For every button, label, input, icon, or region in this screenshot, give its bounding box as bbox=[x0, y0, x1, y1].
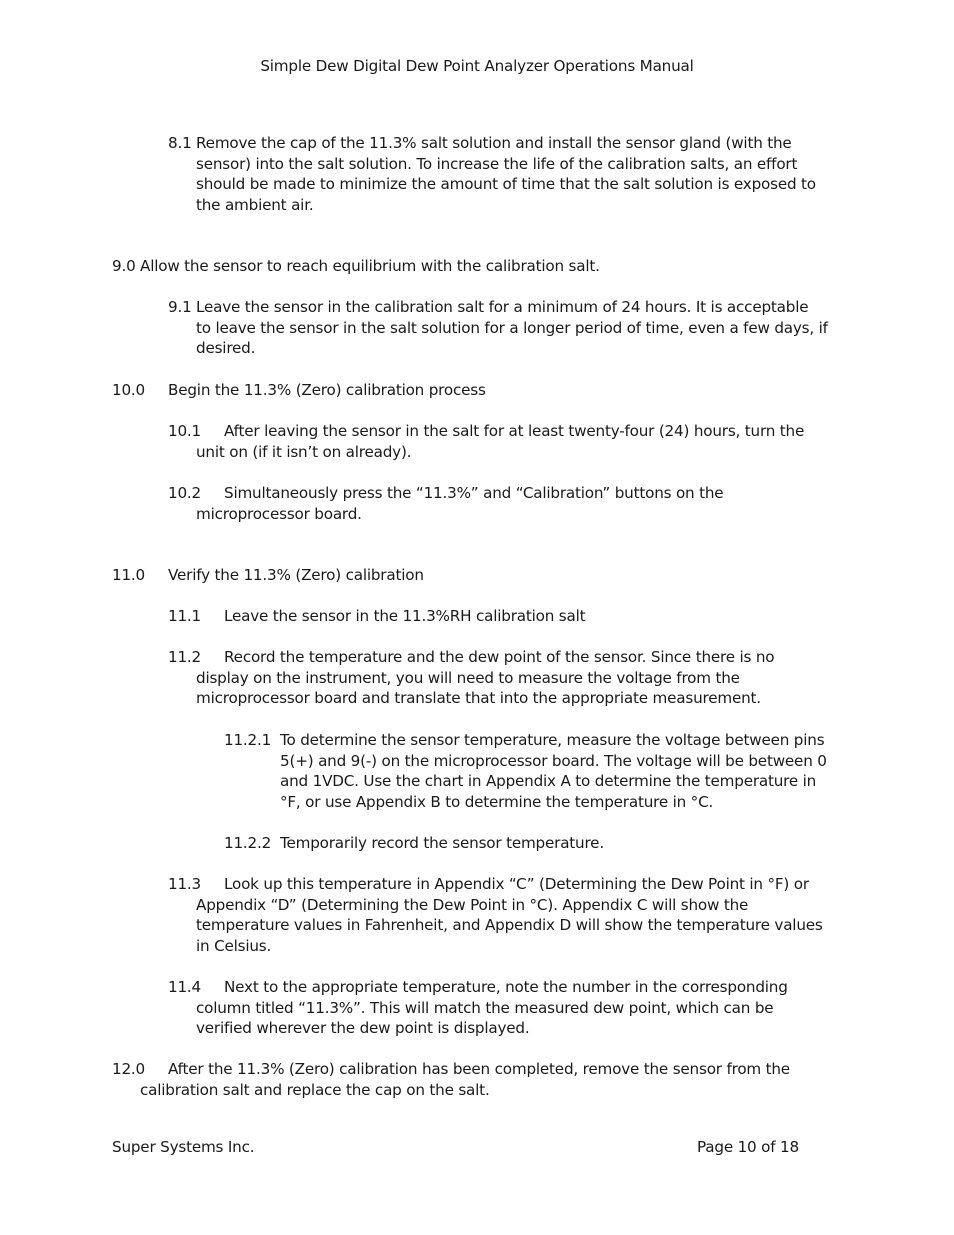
step-text: Verify the 11.3% (Zero) calibration bbox=[168, 566, 424, 584]
step-text-line: temperature values in Fahrenheit, and Appendix D will show the temperature values bbox=[196, 916, 823, 935]
step-text: Allow the sensor to reach equilibrium with the calibration salt. bbox=[140, 257, 600, 275]
step-10-1 bbox=[168, 421, 804, 462]
step-text-line: in Celsius. bbox=[196, 936, 272, 955]
step-text: To determine the sensor temperature, measure the voltage between pins bbox=[280, 731, 825, 749]
step-number: 11.2 bbox=[168, 648, 202, 666]
step-number: 11.3 bbox=[168, 875, 202, 893]
step-text: Remove the cap of the 11.3% salt solution and install the sensor gland (with the bbox=[196, 134, 792, 152]
step-11-1 bbox=[168, 606, 585, 627]
step-9-0 bbox=[112, 256, 600, 277]
step-number: 11.2.1 bbox=[224, 731, 272, 749]
step-number: 11.1 bbox=[168, 607, 202, 625]
step-text-line: 5(+) and 9(-) on the microprocessor board. The voltage will be between 0 bbox=[280, 751, 827, 770]
step-text-line: column titled “11.3%”. This will match the measured dew point, which can be bbox=[196, 998, 774, 1017]
step-text-line: the ambient air. bbox=[196, 195, 314, 214]
step-text: Temporarily record the sensor temperature. bbox=[280, 834, 604, 852]
step-text: Look up this temperature in Appendix “C” (Determining the Dew Point in °F) or bbox=[224, 875, 809, 893]
step-number: 9.1 bbox=[168, 298, 192, 316]
step-text-line: Appendix “D” (Determining the Dew Point in °C). Appendix C will show the bbox=[196, 895, 749, 914]
step-number: 10.2 bbox=[168, 484, 202, 502]
step-text: After leaving the sensor in the salt for at least twenty-four (24) hours, turn the bbox=[224, 422, 805, 440]
step-text: Next to the appropriate temperature, note the number in the corresponding bbox=[224, 978, 788, 996]
step-text-line: unit on (if it isn’t on already). bbox=[196, 442, 412, 461]
step-text-line: desired. bbox=[196, 339, 256, 358]
step-9-1 bbox=[168, 297, 828, 359]
step-number: 8.1 bbox=[168, 134, 192, 152]
step-number: 11.0 bbox=[112, 566, 146, 584]
step-number: 11.4 bbox=[168, 978, 202, 996]
step-text-line: microprocessor board. bbox=[196, 504, 362, 523]
step-11-2 bbox=[168, 647, 774, 709]
step-text: Record the temperature and the dew point of the sensor. Since there is no bbox=[224, 648, 775, 666]
step-text-line: display on the instrument, you will need to measure the voltage from the bbox=[196, 668, 740, 687]
step-8-1 bbox=[168, 133, 816, 215]
step-number: 11.2.2 bbox=[224, 834, 272, 852]
step-12-0 bbox=[112, 1059, 790, 1100]
footer-company: Super Systems Inc. bbox=[112, 1138, 255, 1156]
step-text-line: verified wherever the dew point is displayed. bbox=[196, 1019, 530, 1038]
step-number: 12.0 bbox=[112, 1060, 146, 1078]
step-text-line: sensor) into the salt solution. To increase the life of the calibration salts, an effort bbox=[196, 154, 798, 173]
step-number: 10.1 bbox=[168, 422, 202, 440]
step-11-4 bbox=[168, 977, 788, 1039]
step-text-line: calibration salt and replace the cap on the salt. bbox=[140, 1080, 490, 1099]
step-11-0 bbox=[112, 565, 424, 586]
page-header-title: Simple Dew Digital Dew Point Analyzer Operations Manual bbox=[260, 57, 694, 75]
step-text-line: °F, or use Appendix B to determine the temperature in °C. bbox=[280, 792, 714, 811]
step-number: 9.0 bbox=[112, 257, 136, 275]
step-number: 10.0 bbox=[112, 381, 146, 399]
step-10-2 bbox=[168, 483, 723, 524]
step-11-3 bbox=[168, 874, 823, 956]
step-text: Leave the sensor in the calibration salt for a minimum of 24 hours. It is acceptable bbox=[196, 298, 809, 316]
step-text-line: should be made to minimize the amount of time that the salt solution is exposed to bbox=[196, 175, 816, 194]
step-11-2-2 bbox=[224, 833, 604, 854]
step-text-line: to leave the sensor in the salt solution for a longer period of time, even a few days, if bbox=[196, 318, 828, 337]
step-text-line: and 1VDC. Use the chart in Appendix A to determine the temperature in bbox=[280, 772, 817, 791]
footer-page-number: Page 10 of 18 bbox=[697, 1138, 799, 1156]
step-text-line: microprocessor board and translate that into the appropriate measurement. bbox=[196, 689, 761, 708]
step-11-2-1 bbox=[224, 730, 827, 812]
step-text: Simultaneously press the “11.3%” and “Calibration” buttons on the bbox=[224, 484, 724, 502]
step-10-0 bbox=[112, 380, 486, 401]
step-text: Leave the sensor in the 11.3%RH calibration salt bbox=[224, 607, 586, 625]
step-text: Begin the 11.3% (Zero) calibration process bbox=[168, 381, 486, 399]
step-text: After the 11.3% (Zero) calibration has been completed, remove the sensor from the bbox=[168, 1060, 790, 1078]
